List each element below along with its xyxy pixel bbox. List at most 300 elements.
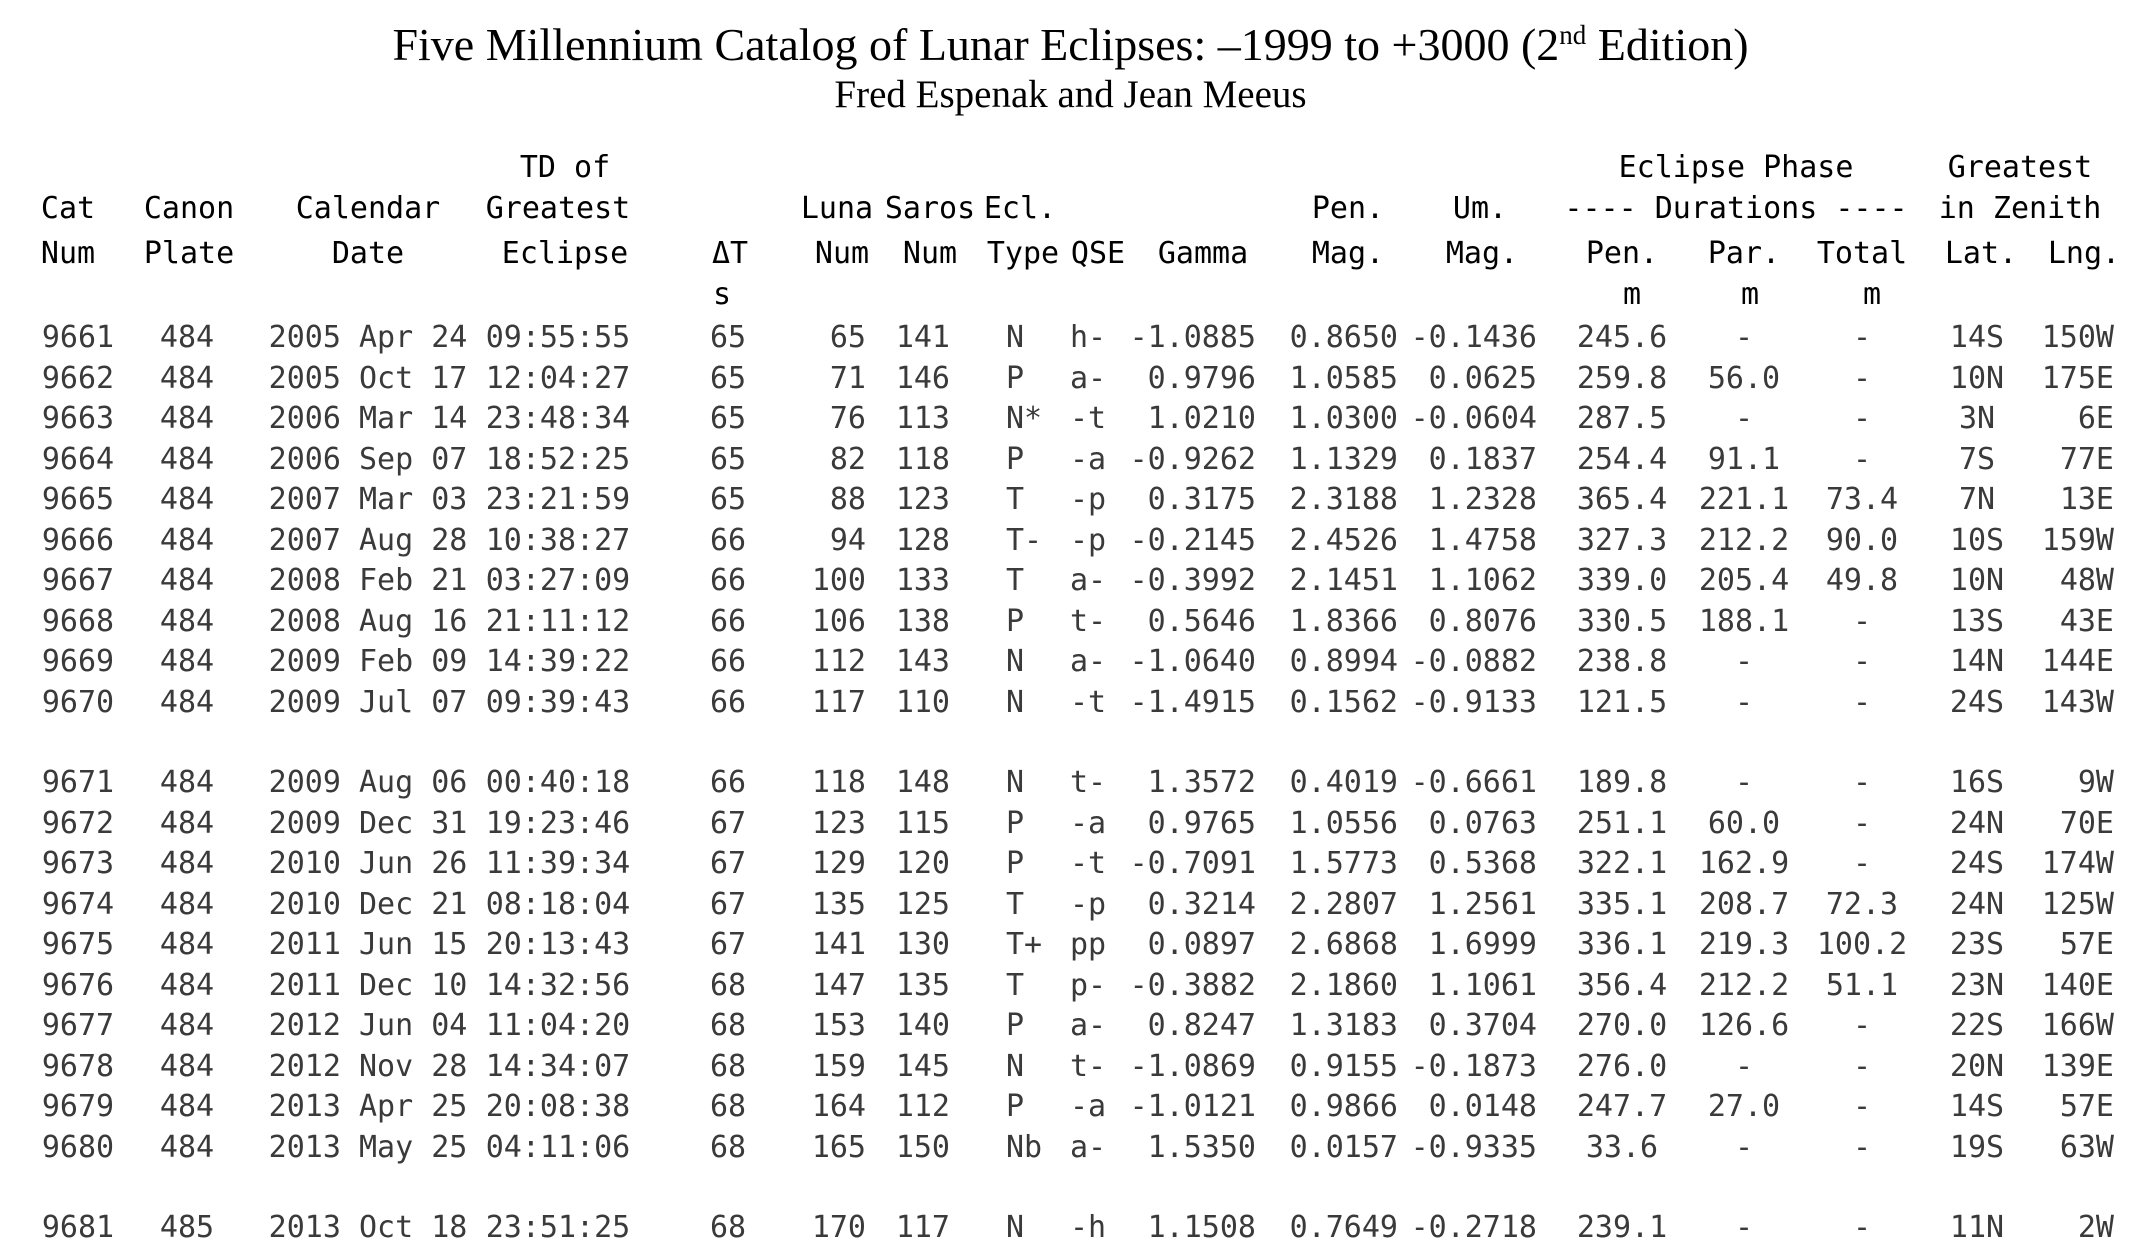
cell-saros: 150	[895, 1129, 950, 1165]
cell-qse: -t	[1070, 846, 1107, 881]
cell-lat: 24N	[1949, 805, 2005, 841]
header-luna-num: Num	[814, 236, 870, 271]
cell-penmag: 2.2807	[1289, 886, 1398, 922]
cell-cat: 9669	[41, 644, 115, 679]
cell-qse: a-	[1070, 644, 1107, 679]
cell-saros: 130	[895, 927, 950, 962]
cell-dpar: 221.1	[1698, 482, 1790, 517]
cell-ummag: 1.1061	[1428, 967, 1537, 1003]
cell-date: 2007 Mar 03	[268, 482, 468, 517]
cell-plate: 484	[159, 401, 215, 436]
cell-lng: 2W	[2077, 1210, 2114, 1245]
cell-gamma: -1.0869	[1129, 1048, 1256, 1084]
cell-luna: 117	[811, 684, 866, 720]
cell-dpen: 287.5	[1576, 401, 1668, 436]
cell-dt: 66	[709, 603, 747, 639]
cell-qse: -h	[1070, 1210, 1107, 1245]
header-unit-s: s	[712, 277, 732, 312]
cell-date: 2009 Jul 07	[268, 684, 468, 720]
cell-dpen: 330.5	[1576, 603, 1668, 639]
header-canon: Canon	[143, 191, 235, 226]
cell-cat: 9680	[41, 1129, 115, 1165]
cell-lat: 24S	[1949, 684, 2005, 720]
cell-qse: t-	[1070, 603, 1107, 639]
cell-gamma: -1.0121	[1129, 1089, 1256, 1124]
cell-cat: 9664	[41, 441, 115, 477]
cell-plate: 484	[159, 320, 215, 355]
cell-luna: 118	[811, 765, 866, 800]
cell-ummag: 0.0625	[1428, 360, 1537, 396]
cell-dt: 65	[709, 401, 747, 436]
cell-dpar: -	[1734, 1210, 1754, 1245]
header-lat: Lat.	[1944, 236, 2018, 271]
cell-td: 19:23:46	[485, 805, 631, 841]
cell-penmag: 0.0157	[1289, 1129, 1398, 1165]
cell-date: 2005 Oct 17	[268, 360, 468, 396]
table-row	[0, 685, 2141, 725]
cell-dpar: 212.2	[1698, 967, 1790, 1003]
cell-penmag: 2.6868	[1289, 927, 1398, 962]
cell-dtot: -	[1852, 360, 1872, 396]
cell-plate: 484	[159, 563, 215, 598]
cell-ummag: 0.5368	[1428, 846, 1537, 881]
cell-date: 2010 Dec 21	[268, 886, 468, 922]
cell-plate: 484	[159, 603, 215, 639]
cell-type: N	[1006, 1048, 1025, 1084]
cell-penmag: 1.5773	[1289, 846, 1398, 881]
cell-gamma: 1.1508	[1147, 1210, 1256, 1245]
cell-plate: 484	[159, 846, 215, 881]
cell-plate: 485	[159, 1210, 215, 1245]
cell-dt: 68	[709, 1210, 747, 1245]
cell-type: P	[1006, 1089, 1025, 1124]
cell-td: 20:08:38	[485, 1089, 631, 1124]
cell-dpen: 270.0	[1576, 1008, 1668, 1043]
cell-dtot: -	[1852, 1048, 1872, 1084]
cell-luna: 106	[811, 603, 866, 639]
cell-lat: 22S	[1949, 1008, 2005, 1043]
cell-dt: 67	[709, 927, 747, 962]
cell-lng: 43E	[2059, 603, 2114, 639]
table-row	[0, 644, 2141, 684]
table-row	[0, 482, 2141, 522]
cell-qse: -t	[1070, 684, 1107, 720]
cell-lat: 14S	[1949, 1089, 2005, 1124]
cell-luna: 65	[829, 320, 866, 355]
cell-ummag: -0.1873	[1410, 1048, 1537, 1084]
table-row	[0, 523, 2141, 563]
cell-dpar: -	[1734, 1048, 1754, 1084]
cell-lat: 10N	[1949, 563, 2005, 598]
cell-lat: 23S	[1949, 927, 2005, 962]
cell-dtot: 51.1	[1825, 967, 1899, 1003]
cell-lng: 63W	[2059, 1129, 2114, 1165]
cell-lat: 7N	[1958, 482, 1996, 517]
cell-ummag: -0.2718	[1410, 1210, 1537, 1245]
cell-type: P	[1006, 846, 1025, 881]
cell-date: 2005 Apr 24	[268, 320, 468, 355]
cell-lng: 140E	[2041, 967, 2114, 1003]
cell-td: 09:55:55	[485, 320, 631, 355]
cell-dpar: -	[1734, 765, 1754, 800]
cell-saros: 118	[895, 441, 950, 477]
cell-gamma: -0.3992	[1129, 563, 1256, 598]
cell-penmag: 2.1451	[1289, 563, 1398, 598]
header-unit-m-total: m	[1862, 277, 1882, 312]
cell-qse: -p	[1070, 522, 1107, 558]
cell-penmag: 2.3188	[1289, 482, 1398, 517]
cell-ummag: -0.9335	[1410, 1129, 1537, 1165]
header-delta-t: ΔT	[711, 236, 749, 271]
page-authors: Fred Espenak and Jean Meeus	[834, 73, 1307, 116]
cell-gamma: -1.0640	[1129, 644, 1256, 679]
header-durations: ---- Durations ----	[1564, 191, 1908, 226]
cell-cat: 9663	[41, 401, 115, 436]
cell-dtot: 73.4	[1825, 482, 1899, 517]
cell-dpen: 239.1	[1576, 1210, 1668, 1245]
cell-lng: 166W	[2041, 1008, 2114, 1043]
cell-plate: 484	[159, 644, 215, 679]
title-end: Edition)	[1586, 19, 1749, 70]
cell-lng: 139E	[2041, 1048, 2114, 1084]
table-row	[0, 1089, 2141, 1129]
cell-ummag: -0.6661	[1410, 765, 1537, 800]
cell-dt: 65	[709, 441, 747, 477]
cell-plate: 484	[159, 360, 215, 396]
cell-lat: 14S	[1949, 320, 2005, 355]
cell-td: 12:04:27	[485, 360, 631, 396]
cell-lat: 11N	[1949, 1210, 2005, 1245]
cell-dpar: -	[1734, 684, 1754, 720]
cell-plate: 484	[159, 1129, 215, 1165]
cell-gamma: 1.5350	[1147, 1129, 1256, 1165]
cell-dt: 68	[709, 1129, 747, 1165]
cell-cat: 9665	[41, 482, 115, 517]
cell-qse: -p	[1070, 482, 1107, 517]
cell-cat: 9661	[41, 320, 115, 355]
cell-penmag: 1.0585	[1289, 360, 1398, 396]
table-row	[0, 1130, 2141, 1170]
cell-penmag: 0.8994	[1289, 644, 1398, 679]
cell-dt: 67	[709, 805, 747, 841]
cell-dpen: 121.5	[1576, 684, 1668, 720]
cell-dpar: 27.0	[1707, 1089, 1781, 1124]
cell-td: 23:48:34	[485, 401, 631, 436]
cell-dt: 68	[709, 1048, 747, 1084]
cell-dpen: 33.6	[1585, 1129, 1659, 1165]
cell-luna: 88	[829, 482, 866, 517]
cell-lat: 10S	[1949, 522, 2005, 558]
cell-penmag: 1.0556	[1289, 805, 1398, 841]
cell-dpen: 189.8	[1576, 765, 1668, 800]
cell-dpar: 126.6	[1698, 1008, 1790, 1043]
cell-plate: 484	[159, 1048, 215, 1084]
cell-qse: t-	[1070, 1048, 1107, 1084]
cell-lat: 24S	[1949, 846, 2005, 881]
cell-ummag: 0.0148	[1428, 1089, 1537, 1124]
cell-dpen: 336.1	[1576, 927, 1668, 962]
cell-dt: 66	[709, 644, 747, 679]
cell-type: P	[1006, 603, 1025, 639]
cell-dt: 66	[709, 563, 747, 598]
cell-date: 2011 Jun 15	[268, 927, 468, 962]
cell-luna: 164	[811, 1089, 866, 1124]
cell-ummag: 1.2561	[1428, 886, 1537, 922]
cell-lng: 6E	[2077, 401, 2114, 436]
cell-type: T	[1006, 967, 1025, 1003]
header-um: Um.	[1452, 191, 1508, 226]
cell-dt: 66	[709, 765, 747, 800]
cell-dpen: 276.0	[1576, 1048, 1668, 1084]
cell-type: P	[1006, 805, 1025, 841]
cell-lng: 9W	[2077, 765, 2114, 800]
cell-date: 2006 Mar 14	[268, 401, 468, 436]
header-cat: Cat	[40, 191, 96, 226]
cell-dpen: 254.4	[1576, 441, 1668, 477]
cell-dpar: 205.4	[1698, 563, 1790, 598]
header-unit-m-par: m	[1740, 277, 1760, 312]
cell-lat: 13S	[1949, 603, 2005, 639]
header-luna: Luna	[800, 191, 874, 226]
cell-saros: 138	[895, 603, 950, 639]
header-in-zenith: in Zenith	[1938, 191, 2102, 226]
cell-gamma: 0.0897	[1147, 927, 1256, 962]
header-saros-num: Num	[902, 236, 958, 271]
cell-penmag: 0.1562	[1289, 684, 1398, 720]
table-row	[0, 563, 2141, 603]
cell-date: 2009 Aug 06	[268, 765, 468, 800]
cell-lng: 144E	[2041, 644, 2114, 679]
cell-cat: 9662	[41, 360, 115, 396]
cell-plate: 484	[159, 1089, 215, 1124]
cell-luna: 147	[811, 967, 866, 1003]
title-main: Five Millennium Catalog of Lunar Eclipses: –1999 to +3000 (2	[392, 19, 1560, 70]
header-unit-m-pen: m	[1622, 277, 1642, 312]
cell-lat: 19S	[1949, 1129, 2005, 1165]
cell-cat: 9671	[41, 765, 115, 800]
cell-qse: pp	[1070, 927, 1107, 962]
cell-dtot: -	[1852, 684, 1872, 720]
cell-saros: 113	[895, 401, 950, 436]
cell-plate: 484	[159, 522, 215, 558]
cell-td: 23:21:59	[485, 482, 631, 517]
table-row	[0, 887, 2141, 927]
cell-type: P	[1006, 1008, 1025, 1043]
cell-lng: 125W	[2041, 886, 2114, 922]
cell-saros: 110	[895, 684, 950, 720]
cell-lat: 7S	[1958, 441, 1996, 477]
header-type: Type	[986, 236, 1060, 271]
cell-dt: 68	[709, 967, 747, 1003]
cell-penmag: 1.3183	[1289, 1008, 1398, 1043]
table-row	[0, 442, 2141, 482]
page-title	[0, 18, 2141, 72]
cell-plate: 484	[159, 482, 215, 517]
cell-dpen: 365.4	[1576, 482, 1668, 517]
cell-luna: 129	[811, 846, 866, 881]
cell-td: 20:13:43	[485, 927, 631, 962]
cell-td: 23:51:25	[485, 1210, 631, 1245]
cell-dtot: -	[1852, 603, 1872, 639]
header-pen-mag: Mag.	[1311, 236, 1385, 271]
cell-type: N	[1006, 1210, 1025, 1245]
header-pen: Pen.	[1311, 191, 1385, 226]
header-greatest-eclipse: Greatest	[485, 191, 631, 226]
cell-dtot: 49.8	[1825, 563, 1899, 598]
header-dur-pen: Pen.	[1585, 236, 1659, 271]
cell-saros: 141	[895, 320, 950, 355]
cell-type: T-	[1006, 522, 1043, 558]
cell-td: 21:11:12	[485, 603, 631, 639]
header-um-mag: Mag.	[1445, 236, 1519, 271]
cell-dpen: 251.1	[1576, 805, 1668, 841]
cell-td: 10:38:27	[485, 522, 631, 558]
cell-dpar: -	[1734, 320, 1754, 355]
cell-gamma: -1.0885	[1129, 320, 1256, 355]
cell-penmag: 2.1860	[1289, 967, 1398, 1003]
cell-gamma: 1.3572	[1147, 765, 1256, 800]
cell-dt: 67	[709, 886, 747, 922]
cell-saros: 128	[895, 522, 950, 558]
cell-ummag: 1.4758	[1428, 522, 1537, 558]
cell-date: 2008 Feb 21	[268, 563, 468, 598]
table-row	[0, 765, 2141, 805]
cell-date: 2011 Dec 10	[268, 967, 468, 1003]
table-row	[0, 1008, 2141, 1048]
cell-gamma: 0.5646	[1147, 603, 1256, 639]
cell-lat: 16S	[1949, 765, 2005, 800]
cell-td: 04:11:06	[485, 1129, 631, 1165]
cell-luna: 112	[811, 644, 866, 679]
cell-luna: 94	[829, 522, 866, 558]
title-block	[0, 18, 2141, 118]
cell-luna: 135	[811, 886, 866, 922]
cell-ummag: -0.0882	[1410, 644, 1537, 679]
cell-gamma: -0.7091	[1129, 846, 1256, 881]
header-lng: Lng.	[2047, 236, 2121, 271]
cell-gamma: 0.3214	[1147, 886, 1256, 922]
cell-gamma: 0.3175	[1147, 482, 1256, 517]
cell-plate: 484	[159, 1008, 215, 1043]
cell-type: N	[1006, 644, 1025, 679]
cell-dt: 68	[709, 1008, 747, 1043]
cell-dpar: 208.7	[1698, 886, 1790, 922]
cell-cat: 9679	[41, 1089, 115, 1124]
cell-cat: 9672	[41, 805, 115, 841]
cell-dpen: 322.1	[1576, 846, 1668, 881]
cell-td: 14:34:07	[485, 1048, 631, 1084]
cell-type: N	[1006, 765, 1025, 800]
table-row	[0, 604, 2141, 644]
header-eclipse: Eclipse	[501, 236, 629, 271]
cell-date: 2007 Aug 28	[268, 522, 468, 558]
cell-qse: -a	[1070, 805, 1107, 841]
table-row	[0, 1210, 2141, 1250]
cell-luna: 71	[829, 360, 866, 396]
header-greatest: Greatest	[1947, 150, 2093, 185]
cell-dt: 68	[709, 1089, 747, 1124]
cell-dpar: 56.0	[1707, 360, 1781, 396]
cell-type: N*	[1006, 401, 1043, 436]
cell-dt: 65	[709, 360, 747, 396]
cell-qse: -a	[1070, 441, 1107, 477]
header-td-of: TD of	[519, 150, 611, 185]
cell-dpen: 356.4	[1576, 967, 1668, 1003]
cell-dpen: 247.7	[1576, 1089, 1668, 1124]
cell-luna: 165	[811, 1129, 866, 1165]
cell-cat: 9673	[41, 846, 115, 881]
cell-lng: 13E	[2059, 482, 2114, 517]
cell-penmag: 1.1329	[1289, 441, 1398, 477]
cell-dpar: 60.0	[1707, 805, 1781, 841]
cell-dtot: -	[1852, 765, 1872, 800]
cell-ummag: -0.0604	[1410, 401, 1537, 436]
cell-td: 03:27:09	[485, 563, 631, 598]
cell-plate: 484	[159, 805, 215, 841]
cell-td: 18:52:25	[485, 441, 631, 477]
cell-gamma: -1.4915	[1129, 684, 1256, 720]
cell-cat: 9668	[41, 603, 115, 639]
cell-saros: 146	[895, 360, 950, 396]
cell-plate: 484	[159, 886, 215, 922]
table-row	[0, 320, 2141, 360]
header-calendar: Calendar	[295, 191, 441, 226]
cell-dpar: -	[1734, 1129, 1754, 1165]
cell-luna: 159	[811, 1048, 866, 1084]
cell-penmag: 0.7649	[1289, 1210, 1398, 1245]
cell-cat: 9675	[41, 927, 115, 962]
cell-type: T	[1006, 886, 1025, 922]
cell-date: 2009 Dec 31	[268, 805, 468, 841]
cell-date: 2012 Jun 04	[268, 1008, 468, 1043]
header-date: Date	[331, 236, 405, 271]
cell-type: Nb	[1006, 1129, 1043, 1165]
cell-plate: 484	[159, 927, 215, 962]
cell-dpen: 335.1	[1576, 886, 1668, 922]
cell-qse: -t	[1070, 401, 1107, 436]
cell-dpar: 162.9	[1698, 846, 1790, 881]
cell-gamma: 0.8247	[1147, 1008, 1256, 1043]
cell-lat: 3N	[1958, 401, 1996, 436]
cell-gamma: -0.2145	[1129, 522, 1256, 558]
cell-type: P	[1006, 360, 1025, 396]
cell-td: 11:39:34	[485, 846, 631, 881]
cell-dtot: -	[1852, 320, 1872, 355]
cell-saros: 143	[895, 644, 950, 679]
cell-luna: 76	[829, 401, 866, 436]
cell-dpen: 259.8	[1576, 360, 1668, 396]
cell-cat: 9678	[41, 1048, 115, 1084]
cell-td: 14:39:22	[485, 644, 631, 679]
cell-dt: 67	[709, 846, 747, 881]
cell-gamma: 0.9765	[1147, 805, 1256, 841]
cell-penmag: 1.8366	[1289, 603, 1398, 639]
cell-lng: 48W	[2059, 563, 2114, 598]
cell-ummag: 1.1062	[1428, 563, 1537, 598]
header-dur-par: Par.	[1707, 236, 1781, 271]
header-plate: Plate	[143, 236, 235, 271]
cell-plate: 484	[159, 441, 215, 477]
cell-dtot: -	[1852, 1210, 1872, 1245]
cell-ummag: 1.6999	[1428, 927, 1537, 962]
cell-dpen: 327.3	[1576, 522, 1668, 558]
cell-td: 00:40:18	[485, 765, 631, 800]
cell-qse: -a	[1070, 1089, 1107, 1124]
cell-cat: 9670	[41, 684, 115, 720]
cell-type: T	[1006, 563, 1025, 598]
cell-dpar: 188.1	[1698, 603, 1790, 639]
cell-dt: 65	[709, 482, 747, 517]
